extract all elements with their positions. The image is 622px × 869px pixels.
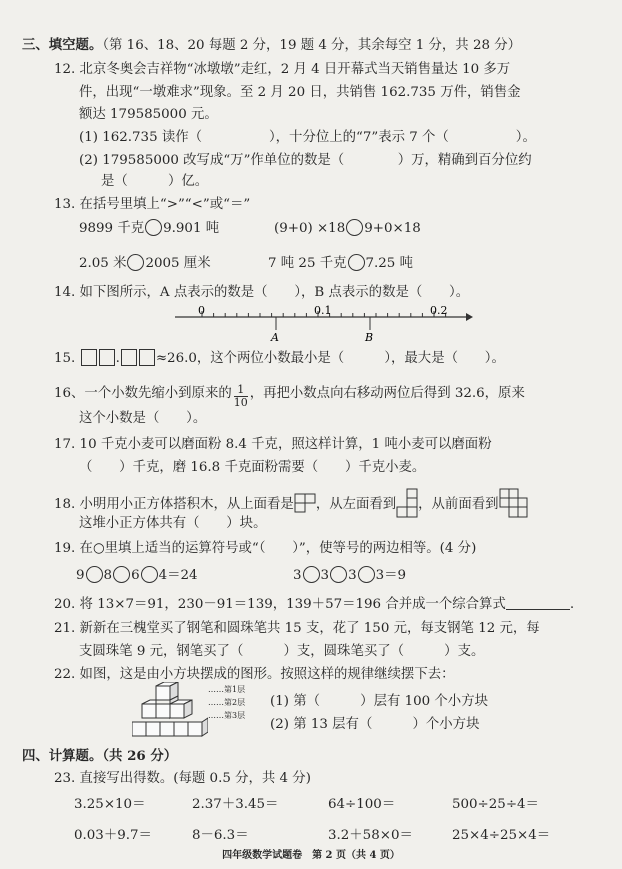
q12-line-3: 额达 179585000 元。: [79, 107, 218, 122]
q12-line-2: 件，出现“一墩难求”现象。至 2 月 20 日，共销售 162.735 万件，销售金: [79, 85, 521, 100]
operand: 3: [348, 568, 357, 583]
tick-label-0.1: 0.1: [314, 304, 332, 317]
operand: 4＝24: [158, 568, 198, 583]
q19-equation-1: [76, 566, 198, 585]
q13-c-left: 2.05 米: [79, 256, 127, 271]
number-line-arrow: [466, 313, 473, 321]
fraction: [234, 384, 248, 409]
operator-circle[interactable]: [303, 566, 320, 583]
q14-text: 14. 如下图所示，A 点表示的数是（ ），B 点表示的数是（ ）。: [54, 285, 470, 300]
q13-d-right: 7.25 吨: [365, 256, 413, 271]
section-4-title: 四、计算题。（共 26 分）: [22, 748, 178, 764]
q12-sub-2: (2) 179585000 改写成“万”作单位的数是（ ）万，精确到百分位约: [79, 153, 532, 168]
calc-item: 3.25×10＝: [74, 797, 146, 812]
q13-item-d: [268, 254, 413, 273]
q13-b-right: 9+0×18: [364, 221, 421, 236]
point-b-label: B: [365, 331, 374, 344]
q12-sub-3: 是（ ）亿。: [101, 174, 209, 189]
q18-line-2: 这堆小正方体共有（ ）块。: [79, 516, 267, 531]
digit-box[interactable]: [121, 349, 137, 366]
point-a-label: A: [271, 331, 279, 344]
q22-title: 22. 如图，这是由小方块摆成的图形。按照这样的规律继续摆下去：: [54, 667, 455, 682]
operator-circle[interactable]: [113, 566, 130, 583]
q20-line: [54, 596, 574, 614]
q12-sub-1: (1) 162.735 读作（ ），十分位上的“7”表示 7 个（ ）。: [79, 130, 536, 145]
calc-item: 3.2＋58×0＝: [328, 828, 413, 843]
compare-circle[interactable]: [346, 219, 363, 236]
operand: 3: [320, 568, 330, 583]
operand: 3＝9: [375, 568, 407, 583]
operator-circle[interactable]: [358, 566, 375, 583]
operator-circle[interactable]: [86, 566, 103, 583]
digit-box[interactable]: [81, 349, 97, 366]
q23-title: 23. 直接写出得数。(每题 0.5 分，共 4 分): [54, 771, 311, 786]
tick-label-0: 0: [198, 304, 205, 317]
layer-1-label: ……第1层: [208, 685, 246, 694]
q13-item-b: [274, 219, 421, 238]
q13-a-left: 9899 千克: [79, 221, 145, 236]
left-view-icon: [396, 488, 418, 518]
top-view-icon: [294, 493, 316, 513]
fraction-denominator: 10: [233, 396, 248, 409]
answer-blank[interactable]: [506, 609, 570, 610]
operand: 8: [103, 568, 113, 583]
q20-text: 20. 将 13×7＝91，230－91＝139，139＋57＝196 合并成一个综合算式: [54, 597, 506, 612]
q12-line-1: 12. 北京冬奥会吉祥物“冰墩墩”走红，2 月 4 日开幕式当天销售量达 10 多万: [54, 62, 511, 77]
fraction-numerator: 1: [234, 384, 248, 397]
q18-part-1: 18. 小明用小正方体搭积木，从上面看是: [54, 497, 294, 512]
digit-box[interactable]: [99, 349, 115, 366]
q16-pre: 16、一个小数先缩小到原来的: [54, 386, 232, 401]
operator-circle[interactable]: [330, 566, 347, 583]
operand: 9: [76, 568, 85, 583]
q22-sub-1: (1) 第（ ）层有 100 个小方块: [270, 694, 488, 709]
q17-line-1: 17. 10 千克小麦可以磨面粉 8.4 千克，照这样计算，1 吨小麦可以磨面粉: [54, 437, 492, 452]
q18-part-2: ，从左面看到: [315, 497, 397, 512]
q20-end: .: [569, 597, 575, 612]
q21-line-1: 21. 新新在三槐堂买了钢笔和圆珠笔共 15 支，花了 150 元，每支钢笔 12 元，每: [54, 621, 540, 636]
q13-a-right: 9.901 吨: [163, 221, 220, 236]
section-3-title: 三、填空题。: [22, 37, 103, 53]
q18-part-3: ，从前面看到: [418, 497, 499, 512]
section-3-note: （第 16、18、20 每题 2 分，19 题 4 分，其余每空 1 分，共 28 分）: [102, 38, 522, 53]
q16-post: ，再把小数点向右移动两位后得到 32.6，原来: [249, 386, 525, 401]
q13-title: 13. 在括号里填上“>”“<”或“＝”: [54, 197, 251, 212]
calc-item: 64÷100＝: [328, 797, 396, 812]
q13-d-left: 7 吨 25 千克: [268, 256, 347, 271]
calc-item: 0.03＋9.7＝: [74, 828, 152, 843]
q21-line-2: 支圆珠笔 9 元，钢笔买了（ ）支，圆珠笔买了（ ）支。: [79, 644, 485, 659]
page-footer: 四年级数学试题卷 第 2 页（共 4 页）: [222, 850, 400, 861]
q18-line-1: [54, 488, 529, 518]
q13-item-c: [79, 254, 211, 273]
operator-circle[interactable]: [141, 566, 158, 583]
layer-3-label: ……第3层: [208, 711, 246, 720]
section-3-header: [22, 36, 521, 55]
q15-approx: ≈26.0，这个两位小数最小是（ ），最大是（ ）。: [155, 351, 505, 366]
calc-item: 500÷25÷4＝: [452, 797, 539, 812]
compare-circle[interactable]: [127, 254, 144, 271]
operand: 6: [131, 568, 140, 583]
q19-title: 19. 在○里填上适当的运算符号或“（ ）”，使等号的两边相等。(4 分): [54, 541, 477, 556]
operand: 3: [293, 568, 302, 583]
q13-b-left: (9+0) ×18: [274, 221, 346, 236]
q16-line-1: [54, 384, 525, 409]
layer-2-label: ……第2层: [208, 698, 246, 707]
compare-circle[interactable]: [145, 219, 162, 236]
q15-line: [54, 349, 505, 368]
number-line: [170, 304, 475, 344]
q19-equation-2: [293, 566, 406, 585]
calc-item: 25×4÷25×4＝: [452, 828, 551, 843]
q22-sub-2: (2) 第 13 层有（ ）个小方块: [270, 717, 480, 732]
compare-circle[interactable]: [348, 254, 365, 271]
q15-point: .: [115, 351, 120, 366]
q13-c-right: 2005 厘米: [145, 256, 211, 271]
q15-number: 15.: [54, 351, 76, 366]
q16-line-2: 这个小数是（ ）。: [79, 411, 207, 426]
q17-line-2: （ ）千克，磨 16.8 千克面粉需要（ ）千克小麦。: [79, 460, 426, 475]
calc-item: 2.37＋3.45＝: [192, 797, 279, 812]
cube-stack-figure: [132, 682, 208, 740]
digit-box[interactable]: [139, 349, 155, 366]
front-view-icon: [499, 488, 529, 518]
q13-item-a: [79, 219, 219, 238]
tick-label-0.2: 0.2: [430, 304, 448, 317]
calc-item: 8－6.3＝: [192, 828, 249, 843]
